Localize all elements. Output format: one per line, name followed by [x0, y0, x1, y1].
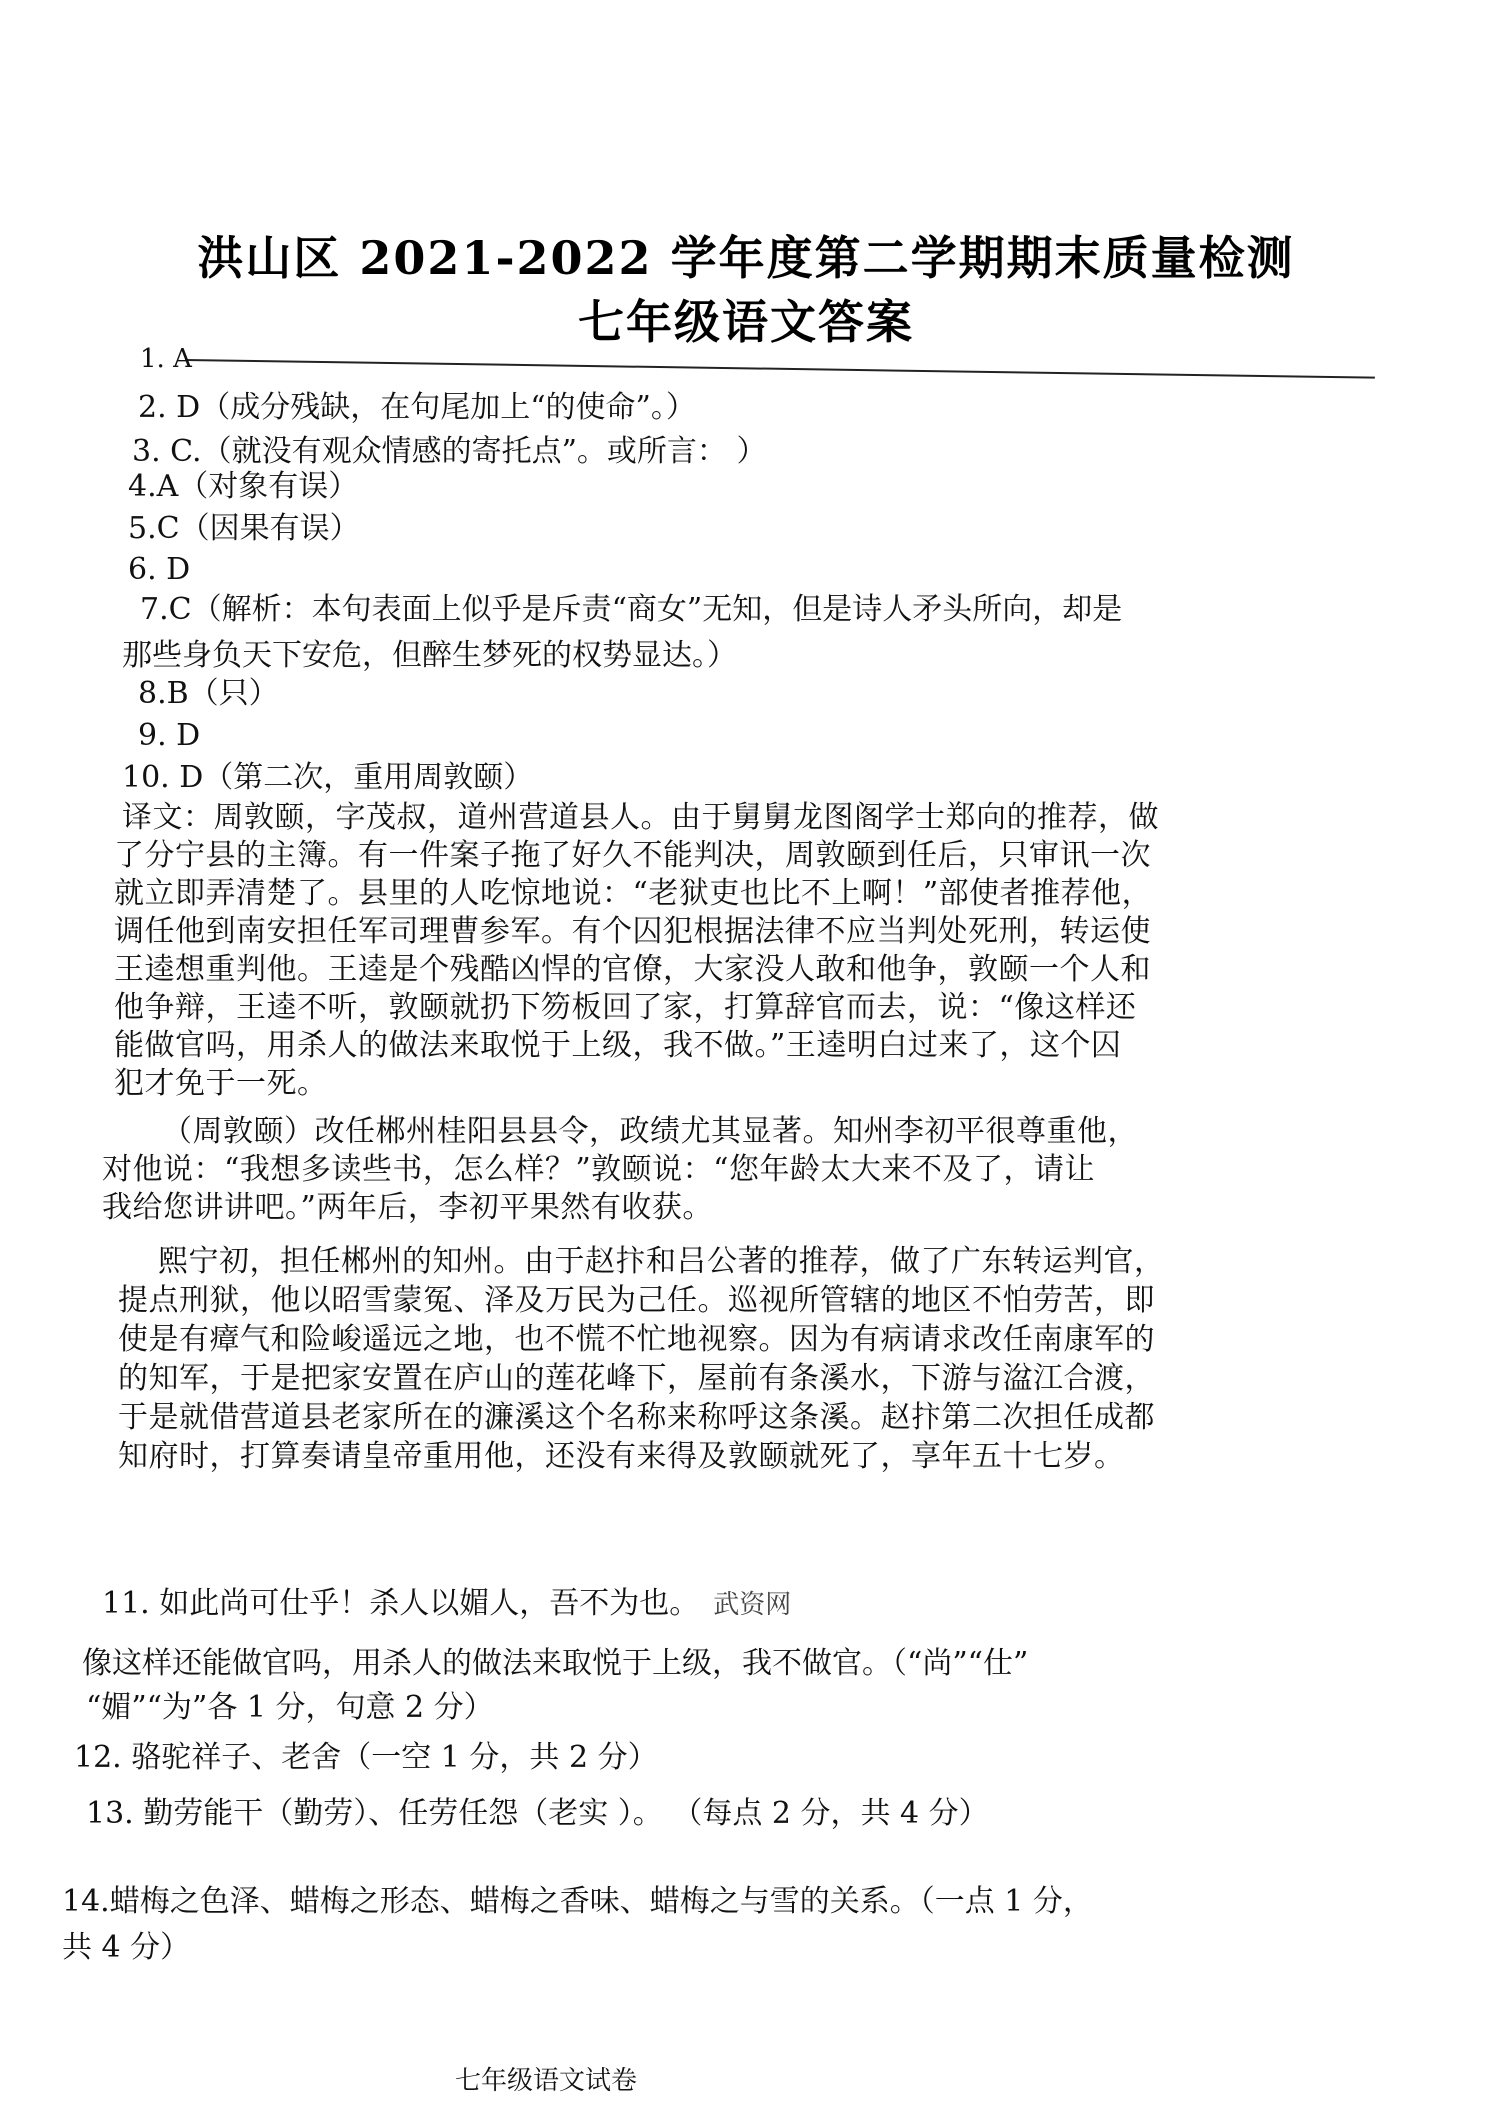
answer-1: 1. A — [140, 344, 192, 374]
answer-10: 10. D（第二次，重用周敦颐） — [122, 760, 534, 795]
exam-title: 洪山区 2021-2022 学年度第二学期期末质量检测 — [197, 231, 1295, 285]
answer-11-line-1 — [102, 1586, 791, 1622]
answer-11-text: 11. 如此尚可仕乎！杀人以媚人，吾不为也。 — [102, 1586, 700, 1621]
header-rule — [185, 359, 1375, 379]
translation-line: 译文：周敦颐，字茂叔，道州营道县人。由于舅舅龙图阁学士郑向的推荐，做 — [122, 800, 1159, 835]
translation-line: 他争辩，王逵不听，敦颐就扔下笏板回了家，打算辞官而去，说：“像这样还 — [114, 990, 1137, 1025]
answer-2: 2. D（成分残缺，在句尾加上“的使命”。） — [138, 390, 696, 425]
translation-line: 于是就借营道县老家所在的濂溪这个名称来称呼这条溪。赵抃第二次担任成都 — [118, 1400, 1155, 1435]
translation-line: 我给您讲讲吧。”两年后，李初平果然有收获。 — [102, 1190, 713, 1225]
answer-14-line-2: 共 4 分） — [62, 1930, 191, 1965]
answer-11-line-3: “媚”“为”各 1 分，句意 2 分） — [86, 1690, 494, 1725]
translation-line: 就立即弄清楚了。县里的人吃惊地说：“老狱吏也比不上啊！”部使者推荐他， — [114, 876, 1153, 911]
answer-5: 5.C（因果有误） — [128, 511, 360, 546]
answer-13: 13. 勤劳能干（勤劳）、任劳任怨（老实 ）。 （每点 2 分，共 4 分） — [86, 1796, 989, 1831]
translation-line: 提点刑狱，他以昭雪蒙冤、泽及万民为己任。巡视所管辖的地区不怕劳苦，即 — [118, 1283, 1155, 1318]
translation-line: 使是有瘴气和险峻遥远之地，也不慌不忙地视察。因为有病请求改任南康军的 — [118, 1322, 1155, 1357]
watermark-text: 武资网 — [713, 1590, 792, 1620]
translation-line: 了分宁县的主簿。有一件案子拖了好久不能判决，周敦颐到任后，只审讯一次 — [114, 838, 1151, 873]
answer-7-line-1: 7.C（解析：本句表面上似乎是斥责“商女”无知，但是诗人矛头所向，却是 — [140, 592, 1123, 627]
translation-line: 的知军，于是把家安置在庐山的莲花峰下，屋前有条溪水，下游与湓江合渡， — [118, 1361, 1155, 1396]
answer-3: 3. C.（就没有观众情感的寄托点”。或所言： ） — [132, 434, 767, 469]
translation-line: 能做官吗，用杀人的做法来取悦于上级，我不做。”王逵明白过来了，这个囚 — [114, 1028, 1122, 1063]
answer-4: 4.A（对象有误） — [128, 469, 359, 504]
translation-line: 知府时，打算奏请皇帝重用他，还没有来得及敦颐就死了，享年五十七岁。 — [118, 1439, 1125, 1474]
answer-11-line-2: 像这样还能做官吗，用杀人的做法来取悦于上级，我不做官。（“尚”“仕” — [82, 1646, 1029, 1681]
translation-line: （周敦颐）改任郴州桂阳县县令，政绩尤其显著。知州李初平很尊重他， — [162, 1114, 1138, 1149]
answer-7-line-2: 那些身负天下安危，但醉生梦死的权势显达。） — [122, 638, 737, 673]
answer-12: 12. 骆驼祥子、老舍（一空 1 分，共 2 分） — [74, 1740, 658, 1775]
translation-line: 对他说：“我想多读些书，怎么样？”敦颐说：“您年龄太大来不及了，请让 — [102, 1152, 1096, 1187]
translation-line: 熙宁初，担任郴州的知州。由于赵抃和吕公著的推荐，做了广东转运判官， — [158, 1244, 1165, 1279]
answer-6: 6. D — [128, 552, 191, 587]
exam-subtitle: 七年级语文答案 — [578, 295, 914, 349]
translation-line: 犯才免于一死。 — [114, 1066, 328, 1101]
answer-8: 8.B（只） — [138, 676, 279, 711]
translation-line: 调任他到南安担任军司理曹参军。有个囚犯根据法律不应当判处死刑，转运使 — [114, 914, 1151, 949]
translation-line: 王逵想重判他。王逵是个残酷凶悍的官僚，大家没人敢和他争，敦颐一个人和 — [114, 952, 1151, 987]
answer-9: 9. D — [138, 718, 201, 753]
answer-14-line-1: 14.蜡梅之色泽、蜡梅之形态、蜡梅之香味、蜡梅之与雪的关系。（一点 1 分， — [62, 1884, 1093, 1919]
page-footer: 七年级语文试卷 — [455, 2066, 638, 2096]
